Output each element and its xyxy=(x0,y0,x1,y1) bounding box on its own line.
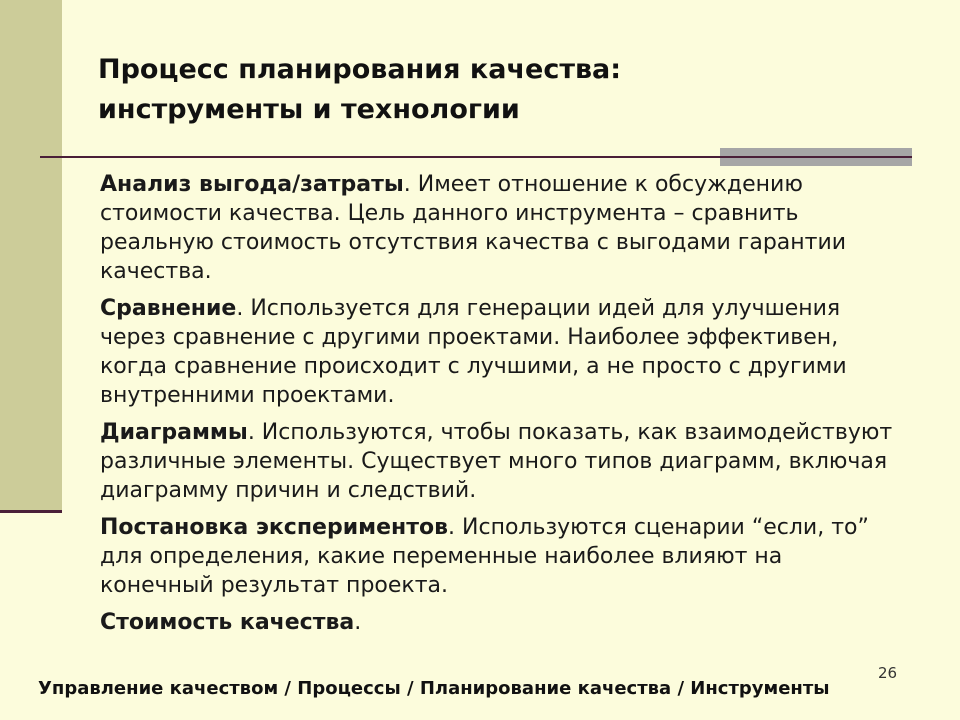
desc-cost-of-quality: . xyxy=(354,610,362,635)
side-accent-bar xyxy=(0,0,62,512)
term-cost-of-quality: Стоимость качества xyxy=(100,610,355,635)
desc-diagrams: . Используются, чтобы показать, как взаимодействуют различные элементы. Существует много типов диаграмм, включая диаграмму причин и следствий. xyxy=(100,420,893,503)
paragraph-design-of-experiments xyxy=(100,513,900,600)
page-number: 26 xyxy=(878,664,898,682)
term-diagrams: Диаграммы xyxy=(100,420,248,445)
slide-title-line-2: инструменты и технологии xyxy=(98,94,520,125)
paragraph-cost-benefit xyxy=(100,170,900,286)
paragraph-benchmarking xyxy=(100,294,900,410)
title-divider xyxy=(40,156,912,158)
paragraph-diagrams xyxy=(100,418,900,505)
slide-title-line-1: Процесс планирования качества: xyxy=(98,54,622,85)
term-cost-benefit: Анализ выгода/затраты xyxy=(100,172,404,197)
desc-cost-benefit: . Имеет отношение к обсуждению стоимости качества. Цель данного инструмента – сравнить реальную стоимость отсутствия качества с выгодами гарантии качества. xyxy=(100,172,847,284)
desc-design-of-experiments: . Используются сценарии “если, то” для определения, какие переменные наиболее влияют на конечный результат проекта. xyxy=(100,515,869,598)
term-design-of-experiments: Постановка экспериментов xyxy=(100,515,449,540)
paragraph-cost-of-quality xyxy=(100,608,900,637)
slide-title xyxy=(98,50,621,130)
side-accent-line xyxy=(0,510,62,513)
footer-breadcrumb: Управление качеством / Процессы / Планирование качества / Инструменты xyxy=(38,678,830,699)
term-benchmarking: Сравнение xyxy=(100,296,237,321)
desc-benchmarking: . Используется для генерации идей для улучшения через сравнение с другими проектами. Наиболее эффективен, когда сравнение происходит с лучшими, а не просто с другими внутренними проектами. xyxy=(100,296,847,408)
slide-body xyxy=(100,170,900,645)
